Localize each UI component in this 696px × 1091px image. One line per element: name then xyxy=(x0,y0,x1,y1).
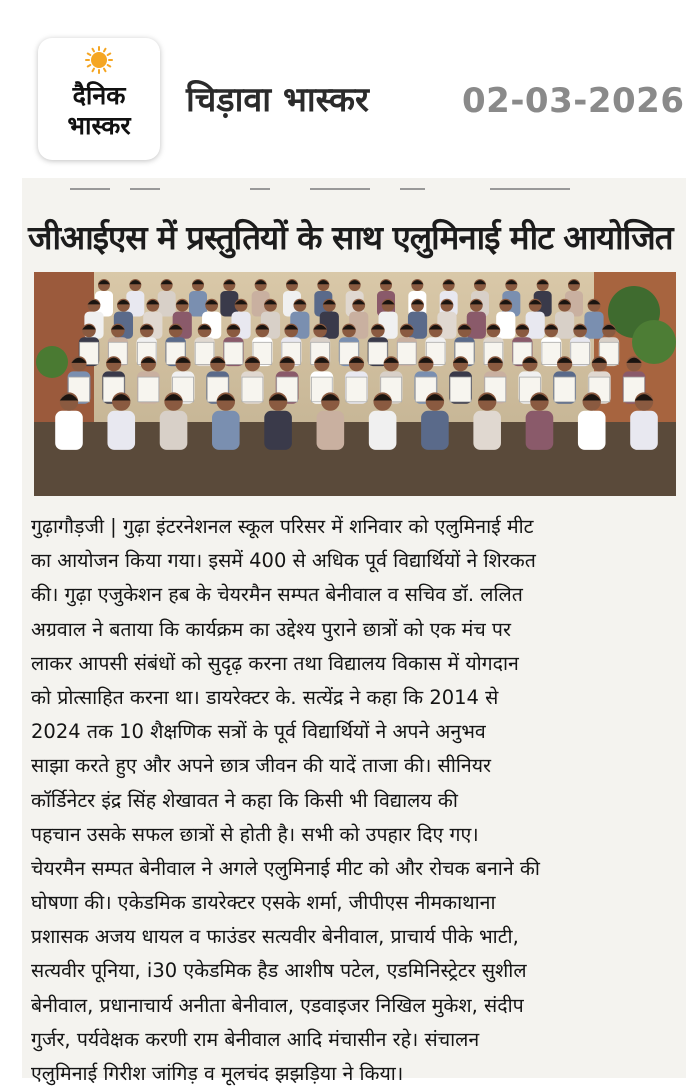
logo-text-line1: दैनिक xyxy=(72,81,126,110)
article-body xyxy=(31,510,681,1091)
article-line: को प्रोत्साहित करना था। डायरेक्टर के. सत्येंद्र ने कहा कि 2014 से xyxy=(31,685,499,709)
article-line: चेयरमैन सम्पत बेनीवाल ने अगले एलुमिनाई मीट को और रोचक बनाने की xyxy=(31,856,540,880)
article-photo[interactable] xyxy=(34,272,676,496)
dainik-bhaskar-logo[interactable] xyxy=(38,38,160,160)
article-headline: जीआईएस में प्रस्तुतियों के साथ एलुमिनाई मीट आयोजित xyxy=(28,218,673,257)
article-line: गुढ़ागौड़जी | गुढ़ा इंटरनेशनल स्कूल परिसर में शनिवार को एलुमिनाई मीट xyxy=(31,515,534,538)
article-line: की। गुढ़ा एजुकेशन हब के चेयरमैन सम्पत बेनीवाल व सचिव डॉ. ललित xyxy=(31,583,523,607)
article-line: सत्यवीर पूनिया, i30 एकेडमिक हैड आशीष पटेल, एडमिनिस्ट्रेटर सुशील xyxy=(31,959,527,983)
article-line: का आयोजन किया गया। इसमें 400 से अधिक पूर्व विद्यार्थियों ने शिरकत xyxy=(31,549,536,573)
article-line: एलुमिनाई गिरीश जांगिड़ व मूलचंद झझड़िया ने किया। xyxy=(31,1062,404,1085)
article-line: साझा करते हुए और अपने छात्र जीवन की यादें ताजा की। सीनियर xyxy=(31,754,492,778)
article-line: गुर्जर, पर्यवेक्षक करणी राम बेनीवाल आदि मंचासीन रहे। संचालन xyxy=(31,1027,480,1051)
article-line: 2024 तक 10 शैक्षणिक सत्रों के पूर्व विद्यार्थियों ने अपने अनुभव xyxy=(31,720,486,744)
article-line: पहचान उसके सफल छात्रों से होती है। सभी को उपहार दिए गए। xyxy=(31,822,479,846)
sun-icon xyxy=(85,46,113,74)
article-line: प्रशासक अजय धायल व फाउंडर सत्यवीर बेनीवाल, प्राचार्य पीके भाटी, xyxy=(31,925,519,949)
article-line: कॉर्डिनेटर इंद्र सिंह शेखावत ने कहा कि किसी भी विद्यालय की xyxy=(31,788,458,812)
edition-date: 02-03-2026 xyxy=(462,81,685,121)
article-line: अग्रवाल ने बताया कि कार्यक्रम का उद्देश्य पुराने छात्रों को एक मंच पर xyxy=(31,617,511,641)
article-line: लाकर आपसी संबंधों को सुदृढ़ करना तथा विद्यालय विकास में योगदान xyxy=(31,651,519,675)
cut-off-text-marks xyxy=(70,186,590,192)
edition-title: चिड़ावा भास्कर xyxy=(186,80,369,120)
logo-text-line2: भास्कर xyxy=(67,111,131,140)
app-header xyxy=(0,0,696,175)
article-line: घोषणा की। एकेडमिक डायरेक्टर एसके शर्मा, जीपीएस नीमकाथाना xyxy=(31,891,496,915)
article-line: बेनीवाल, प्रधानाचार्य अनीता बेनीवाल, एडवाइजर निखिल मुकेश, संदीप xyxy=(31,993,524,1017)
group-photo xyxy=(34,272,676,496)
